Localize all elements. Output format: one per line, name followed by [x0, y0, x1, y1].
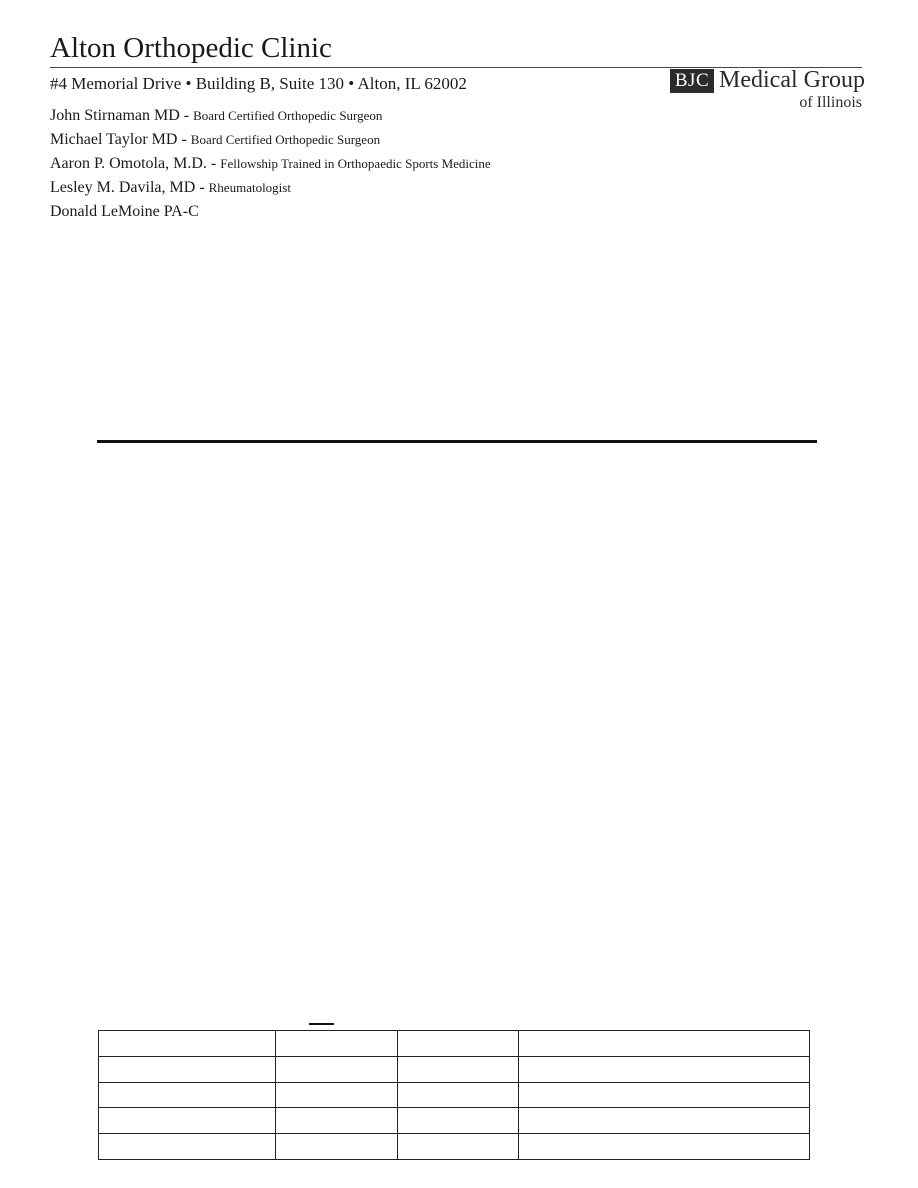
staff-separator: - — [195, 179, 209, 196]
table-cell — [398, 1031, 519, 1057]
staff-separator: - — [206, 155, 221, 172]
logo-box: BJC — [670, 69, 714, 93]
staff-item — [50, 104, 491, 128]
table-cell — [276, 1056, 398, 1082]
staff-item — [50, 152, 491, 176]
table-cell — [99, 1056, 276, 1082]
clinic-address: #4 Memorial Drive • Building B, Suite 130 • Alton, IL 62002 — [50, 74, 467, 93]
table-row — [99, 1031, 810, 1057]
table-cell — [99, 1108, 276, 1134]
underline-mark — [309, 1023, 334, 1025]
bjc-logo — [670, 66, 866, 114]
staff-name: Lesley M. Davila, MD — [50, 179, 196, 196]
table-cell — [398, 1134, 519, 1160]
staff-name: Aaron P. Omotola, M.D. — [50, 155, 207, 172]
staff-name: Donald LeMoine PA-C — [50, 203, 199, 220]
table-cell — [398, 1108, 519, 1134]
staff-item — [50, 200, 491, 224]
table-cell — [519, 1031, 810, 1057]
staff-name: Michael Taylor MD — [50, 131, 178, 148]
staff-title: Rheumatologist — [208, 180, 291, 195]
table-cell — [519, 1108, 810, 1134]
section-divider — [97, 440, 817, 443]
staff-list — [50, 104, 491, 224]
staff-title: Fellowship Trained in Orthopaedic Sports Medicine — [220, 156, 491, 171]
staff-item — [50, 176, 491, 200]
table-cell — [276, 1082, 398, 1108]
table-cell — [519, 1056, 810, 1082]
table-row — [99, 1134, 810, 1160]
empty-grid-table — [98, 1030, 810, 1160]
logo-main-text: Medical Group — [719, 67, 865, 93]
table-cell — [276, 1031, 398, 1057]
logo-sub-text: of Illinois — [799, 94, 862, 111]
staff-item — [50, 128, 491, 152]
table-cell — [99, 1134, 276, 1160]
grid-table-body — [99, 1031, 810, 1160]
staff-name: John Stirnaman MD — [50, 107, 180, 124]
table-cell — [398, 1082, 519, 1108]
table-cell — [99, 1082, 276, 1108]
staff-separator: - — [177, 131, 191, 148]
staff-separator: - — [179, 107, 194, 124]
table-cell — [276, 1134, 398, 1160]
table-cell — [398, 1056, 519, 1082]
table-cell — [276, 1108, 398, 1134]
staff-title: Board Certified Orthopedic Surgeon — [193, 108, 383, 123]
table-cell — [99, 1031, 276, 1057]
table-cell — [519, 1134, 810, 1160]
table-row — [99, 1056, 810, 1082]
clinic-name: Alton Orthopedic Clinic — [50, 32, 332, 64]
table-cell — [519, 1082, 810, 1108]
staff-title: Board Certified Orthopedic Surgeon — [190, 132, 381, 147]
table-row — [99, 1108, 810, 1134]
table-row — [99, 1082, 810, 1108]
